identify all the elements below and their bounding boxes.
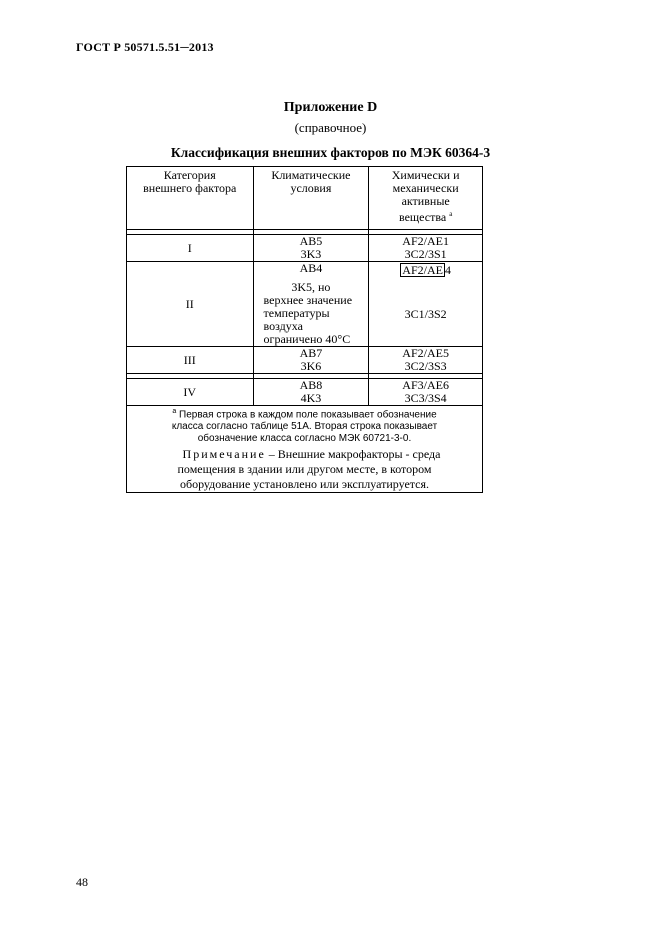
footnote: $^a$ Первая строка в каждом поле показывает обозначение <box>172 408 437 421</box>
climatic-cell: AB5 3K3 <box>253 235 369 262</box>
category-cell: I <box>127 235 254 262</box>
chemical-cell: AF2/AE5 3C2/3S3 <box>369 347 483 374</box>
category-cell: IV <box>127 379 254 406</box>
category-cell: III <box>127 347 254 374</box>
table-title: Классификация внешних факторов по МЭК 60364-3 <box>170 145 491 160</box>
header-category: Категория внешнего фактора <box>127 167 254 230</box>
climatic-cell: AB8 4K3 <box>253 379 369 406</box>
classification-table <box>126 166 483 493</box>
table-note: Примечание – Внешние макрофакторы - среда <box>182 447 441 462</box>
table-row <box>127 235 483 262</box>
table-row <box>127 347 483 374</box>
climatic-cell: AB7 3K6 <box>253 347 369 374</box>
table-row <box>127 262 483 347</box>
category-cell: II <box>127 262 254 347</box>
header-chemical: Химически и механически активные вещества $^a$ <box>369 167 483 230</box>
appendix-title: Приложение D <box>283 100 378 115</box>
chemical-cell: AF2/AE 4 3C1/3S2 <box>369 262 483 347</box>
page-number: 48 <box>76 875 88 889</box>
footnote-marker: a <box>449 210 453 218</box>
climatic-cell: AB4 3K5, но верхнее значение температуры воздуха ограничено 40°C <box>253 262 369 347</box>
table-notes-row <box>127 406 483 493</box>
highlight-box: AF2/AE <box>402 263 443 277</box>
chemical-cell: AF2/AE1 3C2/3S1 <box>369 235 483 262</box>
table-header-row <box>127 167 483 230</box>
table-row <box>127 379 483 406</box>
header-climatic: Климатические условия <box>253 167 369 230</box>
table-notes: $^a$ Первая строка в каждом поле показывает обозначение класса согласно таблице 51A. Вторая строка показывает обозначение класса согласно МЭК 60721-3-0. Примечание – Внешние макрофакторы - среда помещения в здании или другом месте, в котором оборудование установлено или эксплуатируется. <box>127 406 483 493</box>
appendix-subtitle: (справочное) <box>294 120 367 135</box>
chemical-cell: AF3/AE6 3C3/3S4 <box>369 379 483 406</box>
document-header: ГОСТ Р 50571.5.51─2013 <box>76 40 214 54</box>
note-label: Примечание <box>182 447 266 462</box>
